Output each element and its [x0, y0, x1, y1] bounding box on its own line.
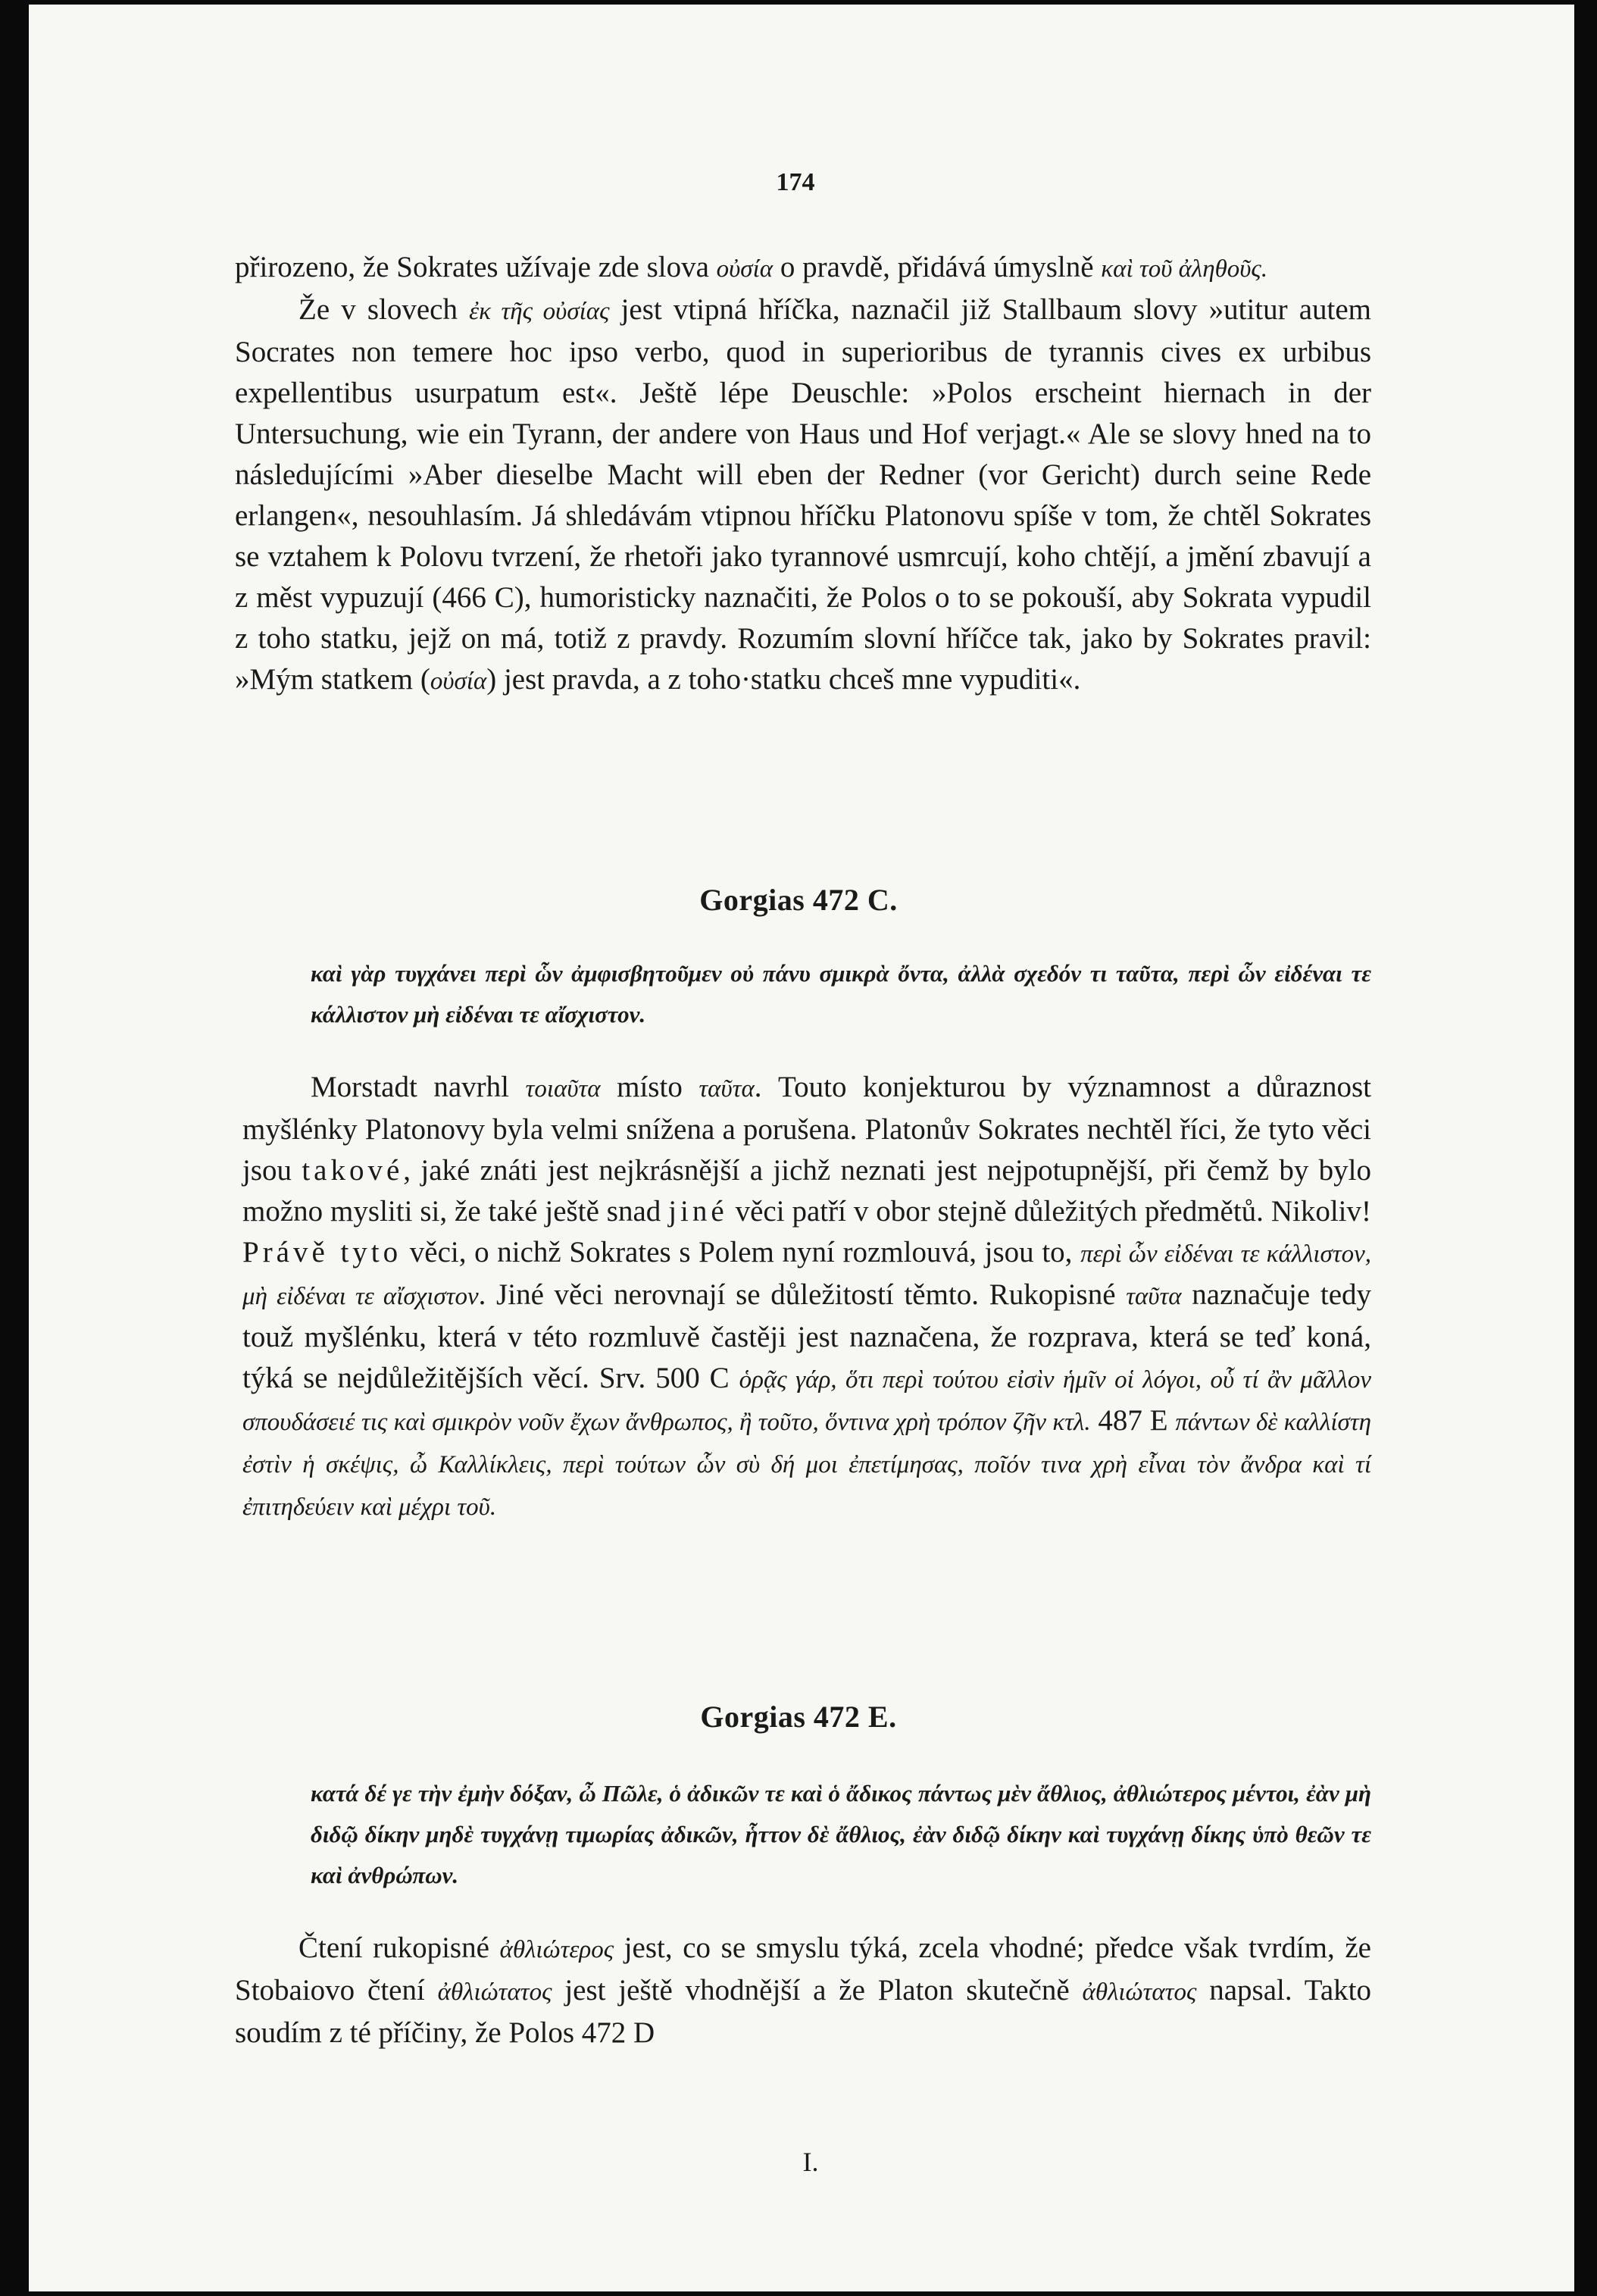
greek-term: οὐσία: [430, 668, 487, 695]
paragraph: Že v slovech ἐκ τῆς οὐσίας jest vtipná hříčka, naznačil již Stallbaum slovy »utitur autem Socrates non temere hoc ipso verbo, quod in superioribus de tyrannis cives ex urbibus expellentibus usurpatum est«. Ještě lépe Deuschle: »Polos erscheint hiernach in der Untersuchung, wie ein Tyrann, der andere von Haus und Hof verjagt.« Ale se slovy hned na to následujícími »Aber dieselbe Macht will eben der Redner (vor Gericht) durch seine Rede erlangen«, nesouhlasím. Já shledávám vtipnou hříčku Platonovu spíše v tom, že chtěl Sokrates se vztahem k Polovu tvrzení, že rhetoři jako tyrannové usmrcují, koho chtějí, a jmění zbavují a z měst vypuzují (466 C), humoristicky naznačiti, že Polos o to se pokouší, aby Sokrata vypudil z toho statku, jejž on má, totiž z pravdy. Rozumím slovní hříčce tak, jako by Sokrates pravil: »Mým statkem (οὐσία) jest pravda, a z toho·statku chceš mne vypuditi«.: [235, 293, 1371, 696]
section-heading: Gorgias 472 E.: [700, 1700, 897, 1734]
section-heading: Gorgias 472 C.: [699, 883, 898, 917]
greek-term: ταῦτα: [1126, 1283, 1182, 1310]
greek-term: ὁρᾷς γάρ, ὅτι περὶ τούτου εἰσὶν ἡμῖν οἱ λόγοι, οὗ τί ἂν μᾶλλον σπουδάσειέ τις καὶ σμικρὸν νοῦν ἔχων ἄνθρωπος, ἢ τοῦτο, ὅντινα χρὴ τρόπον ζῆν κτλ.: [242, 1366, 1371, 1436]
greek-term: ἀθλιώτατος: [1082, 1979, 1197, 2006]
signature-mark: I.: [802, 2147, 819, 2177]
greek-term: οὐσία: [716, 255, 773, 283]
spaced-emphasis: Právě tyto: [242, 1236, 402, 1268]
greek-quotation: κατά δέ γε τὴν ἐμὴν δόξαν, ὦ Πῶλε, ὁ ἀδικῶν τε καὶ ὁ ἄδικος πάντως μὲν ἄθλιος, ἀθλιώτερος μέντοι, ἐὰν μὴ διδῷ δίκην μηδὲ τυγχάνῃ τιμωρίας ἀδικῶν, ἧττον δὲ ἄθλιος, ἐὰν διδῷ δίκην καὶ τυγχάνῃ δίκης ὑπὸ θεῶν τε καὶ ἀνθρώπων.: [311, 1780, 1371, 1888]
paragraph: Morstadt navrhl τοιαῦτα místo ταῦτα. Touto konjekturou by významnost a důraznost myšlénky Platonovy byla velmi snížena a porušena. Platonův Sokrates nechtěl říci, že tyto věci jsou takové, jaké znáti jest nejkrásnější a jichž neznati jest nejpotupnější, při čemž by bylo možno mysliti si, že také ještě snad jiné věci patří v obor stejně důležitých předmětů. Nikoliv! Právě tyto věci, o nichž Sokrates s Polem nyní rozmlouvá, jsou to, περὶ ὧν εἰδέναι τε κάλλιστον, μὴ εἰδέναι τε αἴσχιστον. Jiné věci nerovnají se důležitostí těmto. Rukopisné ταῦτα naznačuje tedy touž myšlénku, která v této rozmluvě častěji jest naznačena, že rozprava, která se teď koná, týká se nejdůležitějších věcí. Srv. 500 C ὁρᾷς γάρ, ὅτι περὶ τούτου εἰσὶν ἡμῖν οἱ λόγοι, οὗ τί ἂν μᾶλλον σπουδάσειέ τις καὶ σμικρὸν νοῦν ἔχων ἄνθρωπος, ἢ τοῦτο, ὅντινα χρὴ τρόπον ζῆν κτλ. 487 E πάντων δὲ καλλίστη ἐστὶν ἡ σκέψις, ὦ Καλλίκλεις, περὶ τούτων ὧν σὺ δή μοι ἐπετίμησας, ποῖόν τινα χρὴ εἶναι τὸν ἄνδρα καὶ τί ἐπιτηδεύειν καὶ μέχρι τοῦ.: [242, 1071, 1372, 1521]
commentary-text: [235, 1928, 1371, 2054]
page-number: 174: [776, 168, 815, 196]
greek-term: ἀθλιώτερος: [499, 1936, 614, 1963]
greek-quotation: καὶ γὰρ τυγχάνει περὶ ὧν ἀμφισβητοῦμεν οὐ πάνυ σμικρὰ ὄντα, ἀλλὰ σχεδόν τι ταῦτα, περὶ ὧν εἰδέναι τε κάλλιστον μὴ εἰδέναι τε αἴσχιστον.: [311, 960, 1371, 1028]
paragraph: Čtení rukopisné ἀθλιώτερος jest, co se smyslu týká, zcela vhodné; předce však tvrdím, že Stobaiovo čtení ἀθλιώτατος jest ještě vhodnější a že Platon skutečně ἀθλιώτατος napsal. Takto soudím z té příčiny, že Polos 472 D: [235, 1932, 1371, 2049]
greek-term: τοιαῦτα: [525, 1075, 601, 1103]
commentary-text: [242, 1067, 1371, 1528]
greek-term: ταῦτα: [698, 1075, 755, 1103]
greek-term: ἀθλιώτατος: [437, 1979, 552, 2006]
spaced-emphasis: jiné: [668, 1195, 728, 1228]
greek-term: πάντων δὲ καλλίστη ἐστὶν ἡ σκέψις, ὦ Καλλίκλεις, περὶ τούτων ὧν σὺ δή μοι ἐπετίμησας, ποῖόν τινα χρὴ εἶναι τὸν ἄνδρα καὶ τί ἐπιτηδεύειν καὶ μέχρι τοῦ.: [242, 1409, 1372, 1521]
paragraph: přirozeno, že Sokrates užívaje zde slova οὐσία o pravdě, přidává úmyslně καὶ τοῦ ἀληθοῦς.: [235, 251, 1268, 283]
greek-term: περὶ ὧν εἰδέναι τε κάλλιστον, μὴ εἰδέναι τε αἴσχιστον: [242, 1240, 1372, 1310]
greek-term: ἐκ τῆς οὐσίας: [469, 298, 610, 325]
spaced-emphasis: takové: [302, 1154, 404, 1187]
intro-text: [235, 247, 1371, 702]
greek-term: καὶ τοῦ ἀληθοῦς.: [1101, 255, 1268, 283]
